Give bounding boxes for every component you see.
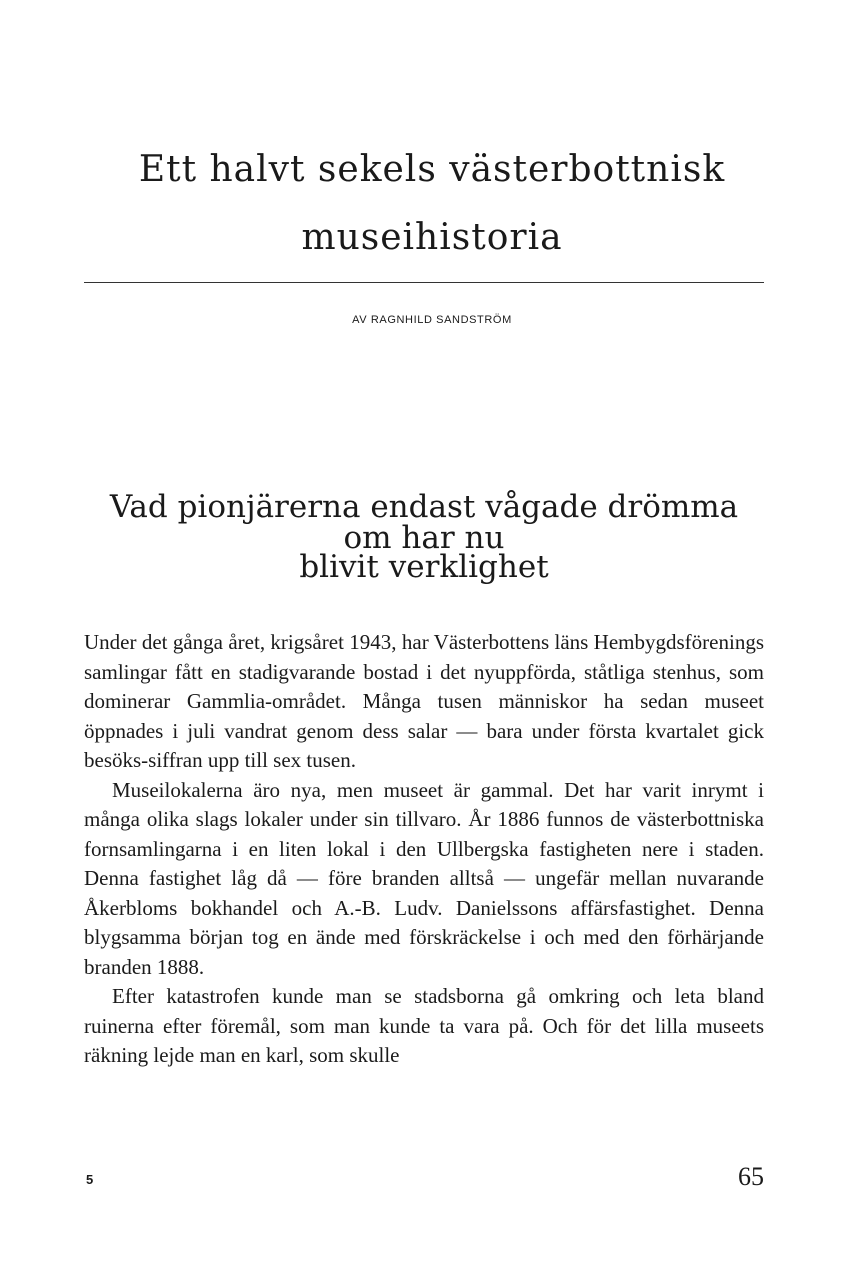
section-heading-line-2: blivit verklighet — [299, 549, 549, 585]
paragraph: Efter katastrofen kunde man se stadsborna gå omkring och leta bland ruinerna efter föremål, som man kunde ta vara på. Och för det lilla museets räkning lejde man en karl, som skulle — [84, 984, 764, 1067]
title-divider — [84, 282, 764, 283]
section-heading-line-1: Vad pionjärerna endast vågade drömma om har nu — [109, 489, 739, 556]
signature-mark: 5 — [86, 1172, 94, 1187]
paragraph: Museilokalerna äro nya, men museet är gammal. Det har varit inrymt i många olika slags lokaler under sin tillvaro. År 1886 funnos de västerbottniska fornsamlingarna i en liten lokal i den Ullbergska fastigheten nere i staden. Denna fastighet låg då — före branden alltså — ungefär mellan nuvarande Åkerbloms bokhandel och A.-B. Ludv. Danielssons affärsfastighet. Denna blygsamma början tog en ände med förskräckelse i och med den förhärjande branden 1888. — [84, 777, 764, 979]
article-title-line-2: museihistoria — [301, 217, 563, 258]
byline: AV RAGNHILD SANDSTRÖM — [352, 314, 512, 326]
page-number: 65 — [738, 1162, 764, 1191]
article-title-line-1: Ett halvt sekels västerbottnisk — [138, 149, 726, 190]
body-text — [84, 628, 764, 1071]
paragraph: Under det gånga året, krigsåret 1943, har Västerbottens läns Hembygdsförenings samlingar fått en stadigvarande bostad i det nyuppförda, ståtliga stenhus, som dominerar Gammlia-området. Många tusen människor ha sedan museet öppnades i juli vandrat genom dess salar — bara under första kvartalet gick besöks-siffran upp till sex tusen. — [84, 630, 764, 772]
